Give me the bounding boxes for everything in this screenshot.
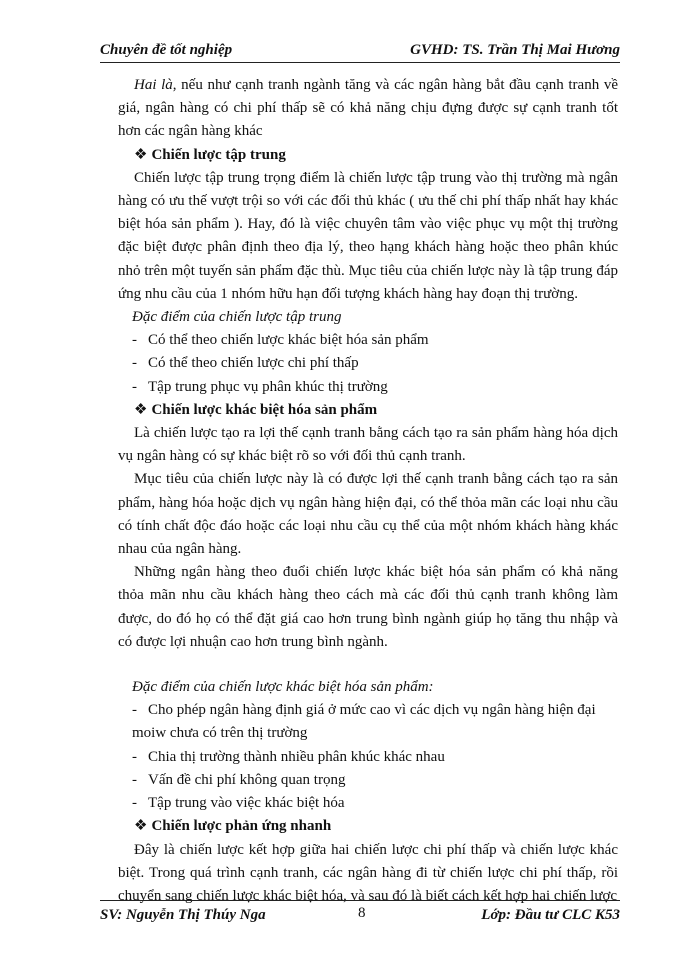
- diamond-bullet-icon: ❖: [134, 818, 148, 835]
- page-header: [100, 40, 620, 63]
- page-content: [118, 74, 618, 908]
- heading-focus-strategy: [118, 144, 618, 167]
- list-item: [118, 329, 618, 352]
- dash-marker: -: [132, 771, 137, 788]
- heading-quick-response-strategy: [118, 815, 618, 838]
- subheading-differentiation-features: Đặc điểm của chiến lược khác biệt hóa sản phẩm:: [132, 679, 434, 696]
- subheading-focus-features: Đặc điểm của chiến lược tập trung: [132, 309, 342, 326]
- heading-text: Chiến lược khác biệt hóa sản phẩm: [151, 401, 378, 418]
- paragraph-3: Là chiến lược tạo ra lợi thế cạnh tranh bằng cách tạo ra sản phẩm hàng hóa dịch vụ ngân hàng có sự khác biệt rõ so với đối thủ cạnh tranh.: [118, 425, 618, 465]
- paragraph-1: [118, 74, 618, 144]
- list-item: [118, 792, 618, 815]
- page-number: 8: [358, 905, 366, 921]
- paragraph-1-text: , nếu như cạnh tranh ngành tăng và các ngân hàng bắt đầu cạnh tranh về giá, ngân hàng có chi phí thấp sẽ có khả năng chịu đựng được sự cạnh tranh tốt hơn các ngân hàng khác: [118, 77, 618, 140]
- list-item-text: Chia thị trường thành nhiều phân khúc khác nhau: [148, 748, 445, 765]
- spacer: [118, 654, 618, 676]
- header-supervisor: GVHD: TS. Trần Thị Mai Hương: [410, 42, 620, 58]
- list-item-text: Có thể theo chiến lược khác biệt hóa sản phẩm: [148, 332, 429, 349]
- diamond-bullet-icon: ❖: [134, 146, 148, 163]
- dash-marker: -: [132, 795, 137, 812]
- dash-marker: -: [132, 332, 137, 349]
- list-item: [118, 699, 618, 745]
- dash-marker: -: [132, 702, 137, 719]
- diamond-bullet-icon: ❖: [134, 401, 148, 418]
- list-item: [118, 769, 618, 792]
- list-item-text: Tập trung vào việc khác biệt hóa: [148, 795, 345, 812]
- list-item: [118, 352, 618, 375]
- footer-student: SV: Nguyễn Thị Thúy Nga: [100, 907, 266, 923]
- list-item: [118, 376, 618, 399]
- heading-text: Chiến lược phản ứng nhanh: [151, 818, 332, 835]
- heading-differentiation-strategy: [118, 399, 618, 422]
- list-item-text: Có thể theo chiến lược chi phí thấp: [148, 355, 359, 372]
- list-item: [118, 746, 618, 769]
- list-item-text: Tập trung phục vụ phân khúc thị trường: [148, 378, 388, 395]
- list-item-text: Cho phép ngân hàng định giá ở mức cao vì các dịch vụ ngân hàng hiện đại moiw chưa có trên thị trường: [132, 702, 596, 742]
- paragraph-5: Những ngân hàng theo đuổi chiến lược khác biệt hóa sản phẩm có khả năng thỏa mãn nhu cầu khách hàng theo cách mà các đối thủ cạnh tranh không làm được, do đó họ có thể đặt giá cao hơn trung bình ngành giúp họ tăng thu nhập và có được lợi nhuận cao hơn trung bình ngành.: [118, 564, 618, 650]
- paragraph-1-lead: Hai là: [134, 77, 173, 93]
- footer-class: Lớp: Đầu tư CLC K53: [481, 907, 620, 923]
- dash-marker: -: [132, 355, 137, 372]
- paragraph-2: Chiến lược tập trung trọng điểm là chiến lược tập trung vào thị trường mà ngân hàng có ưu thế vượt trội so với các đối thủ khác ( ưu thế chi phí thấp nhất hay khác biệt hóa sản phẩm ). Hay, đó là việc chuyên tâm vào việc phục vụ một thị trường đặc biệt được phân định theo địa lý, theo hạng khách hàng hoặc theo phân khúc nhỏ trên một tuyến sản phẩm đặc thù. Mục tiêu của chiến lược này là tập trung đáp ứng nhu cầu của 1 nhóm hữu hạn đối tượng khách hàng hay đoạn thị trường.: [118, 169, 618, 302]
- dash-marker: -: [132, 748, 137, 765]
- paragraph-6: Đây là chiến lược kết hợp giữa hai chiến lược chi phí thấp và chiến lược khác biệt. Trong quá trình cạnh tranh, các ngân hàng đi từ chiến lược chi phí thấp, rồi chuyển sang chiến lược khác biệt hóa, và sau đó là biết cách kết hợp hai chiến lược: [118, 841, 618, 904]
- paragraph-4: Mục tiêu của chiến lược này là có được lợi thế cạnh tranh bằng cách tạo ra sản phẩm, hàng hóa hoặc dịch vụ ngân hàng hiện đại, có thể thỏa mãn các loại nhu cầu có tính chất độc đáo hoặc các loại nhu cầu cụ thể của một nhóm khách hàng khác nhau của ngân hàng.: [118, 471, 618, 558]
- dash-marker: -: [132, 378, 137, 395]
- heading-text: Chiến lược tập trung: [151, 146, 286, 163]
- list-item-text: Vấn đề chi phí không quan trọng: [148, 771, 346, 788]
- page-footer: [100, 900, 620, 927]
- header-title: Chuyên đề tốt nghiệp: [100, 42, 233, 58]
